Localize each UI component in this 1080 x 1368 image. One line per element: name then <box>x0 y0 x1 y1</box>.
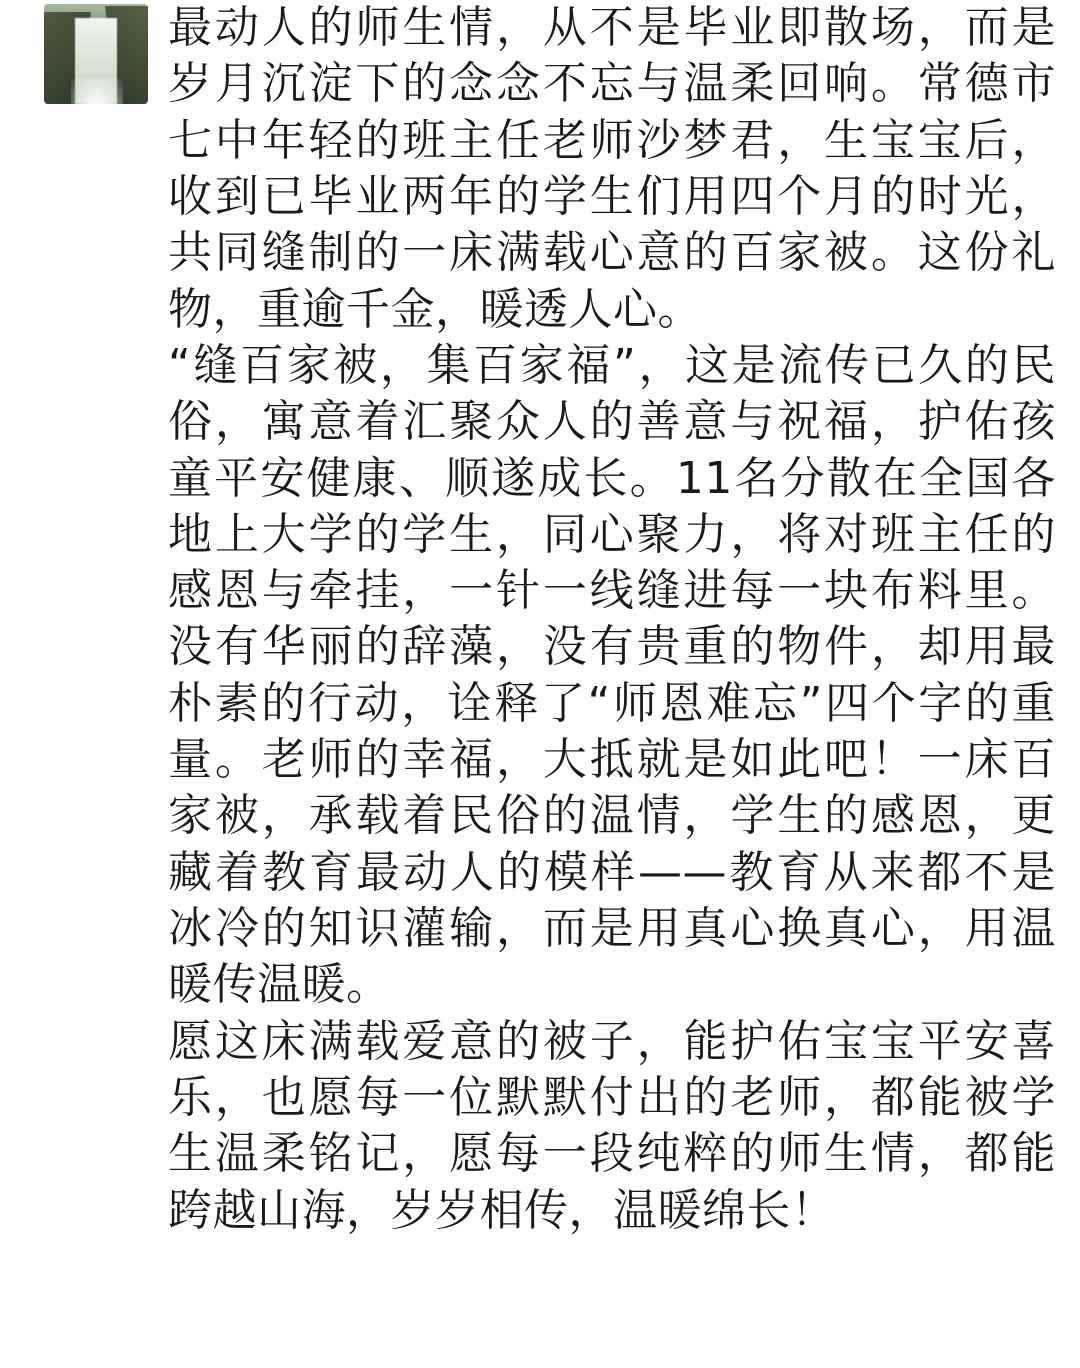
post-body <box>148 0 1080 1239</box>
post-paragraph-2: “缝百家被，集百家福”，这是流传已久的民俗，寓意着汇聚众人的善意与祝福，护佑孩童平安健康、顺遂成长。11名分散在全国各地上大学的学生，同心聚力，将对班主任的感恩与牵挂，一针一线缝进每一块布料里。没有华丽的辞藻，没有贵重的物件，却用最朴素的行动，诠释了“师恩难忘”四个字的重量。老师的幸福，大抵就是如此吧！一床百家被，承载着民俗的温情，学生的感恩，更藏着教育最动人的模样——教育从来都不是冰冷的知识灌输，而是用真心换真心，用温暖传温暖。 <box>168 339 1056 1011</box>
post-paragraph-3: 愿这床满载爱意的被子，能护佑宝宝平安喜乐，也愿每一位默默付出的老师，都能被学生温柔铭记，愿每一段纯粹的师生情，都能跨越山海，岁岁相传，温暖绵长！ <box>168 1015 1056 1236</box>
post-paragraph-1: 最动人的师生情，从不是毕业即散场，而是岁月沉淀下的念念不忘与温柔回响。常德市七中年轻的班主任老师沙梦君，生宝宝后，收到已毕业两年的学生们用四个月的时光，共同缝制的一床满载心意的百家被。这份礼物，重逾千金，暖透人心。 <box>168 2 1056 335</box>
avatar-foam <box>71 78 123 104</box>
waterfall-avatar[interactable] <box>44 4 148 104</box>
